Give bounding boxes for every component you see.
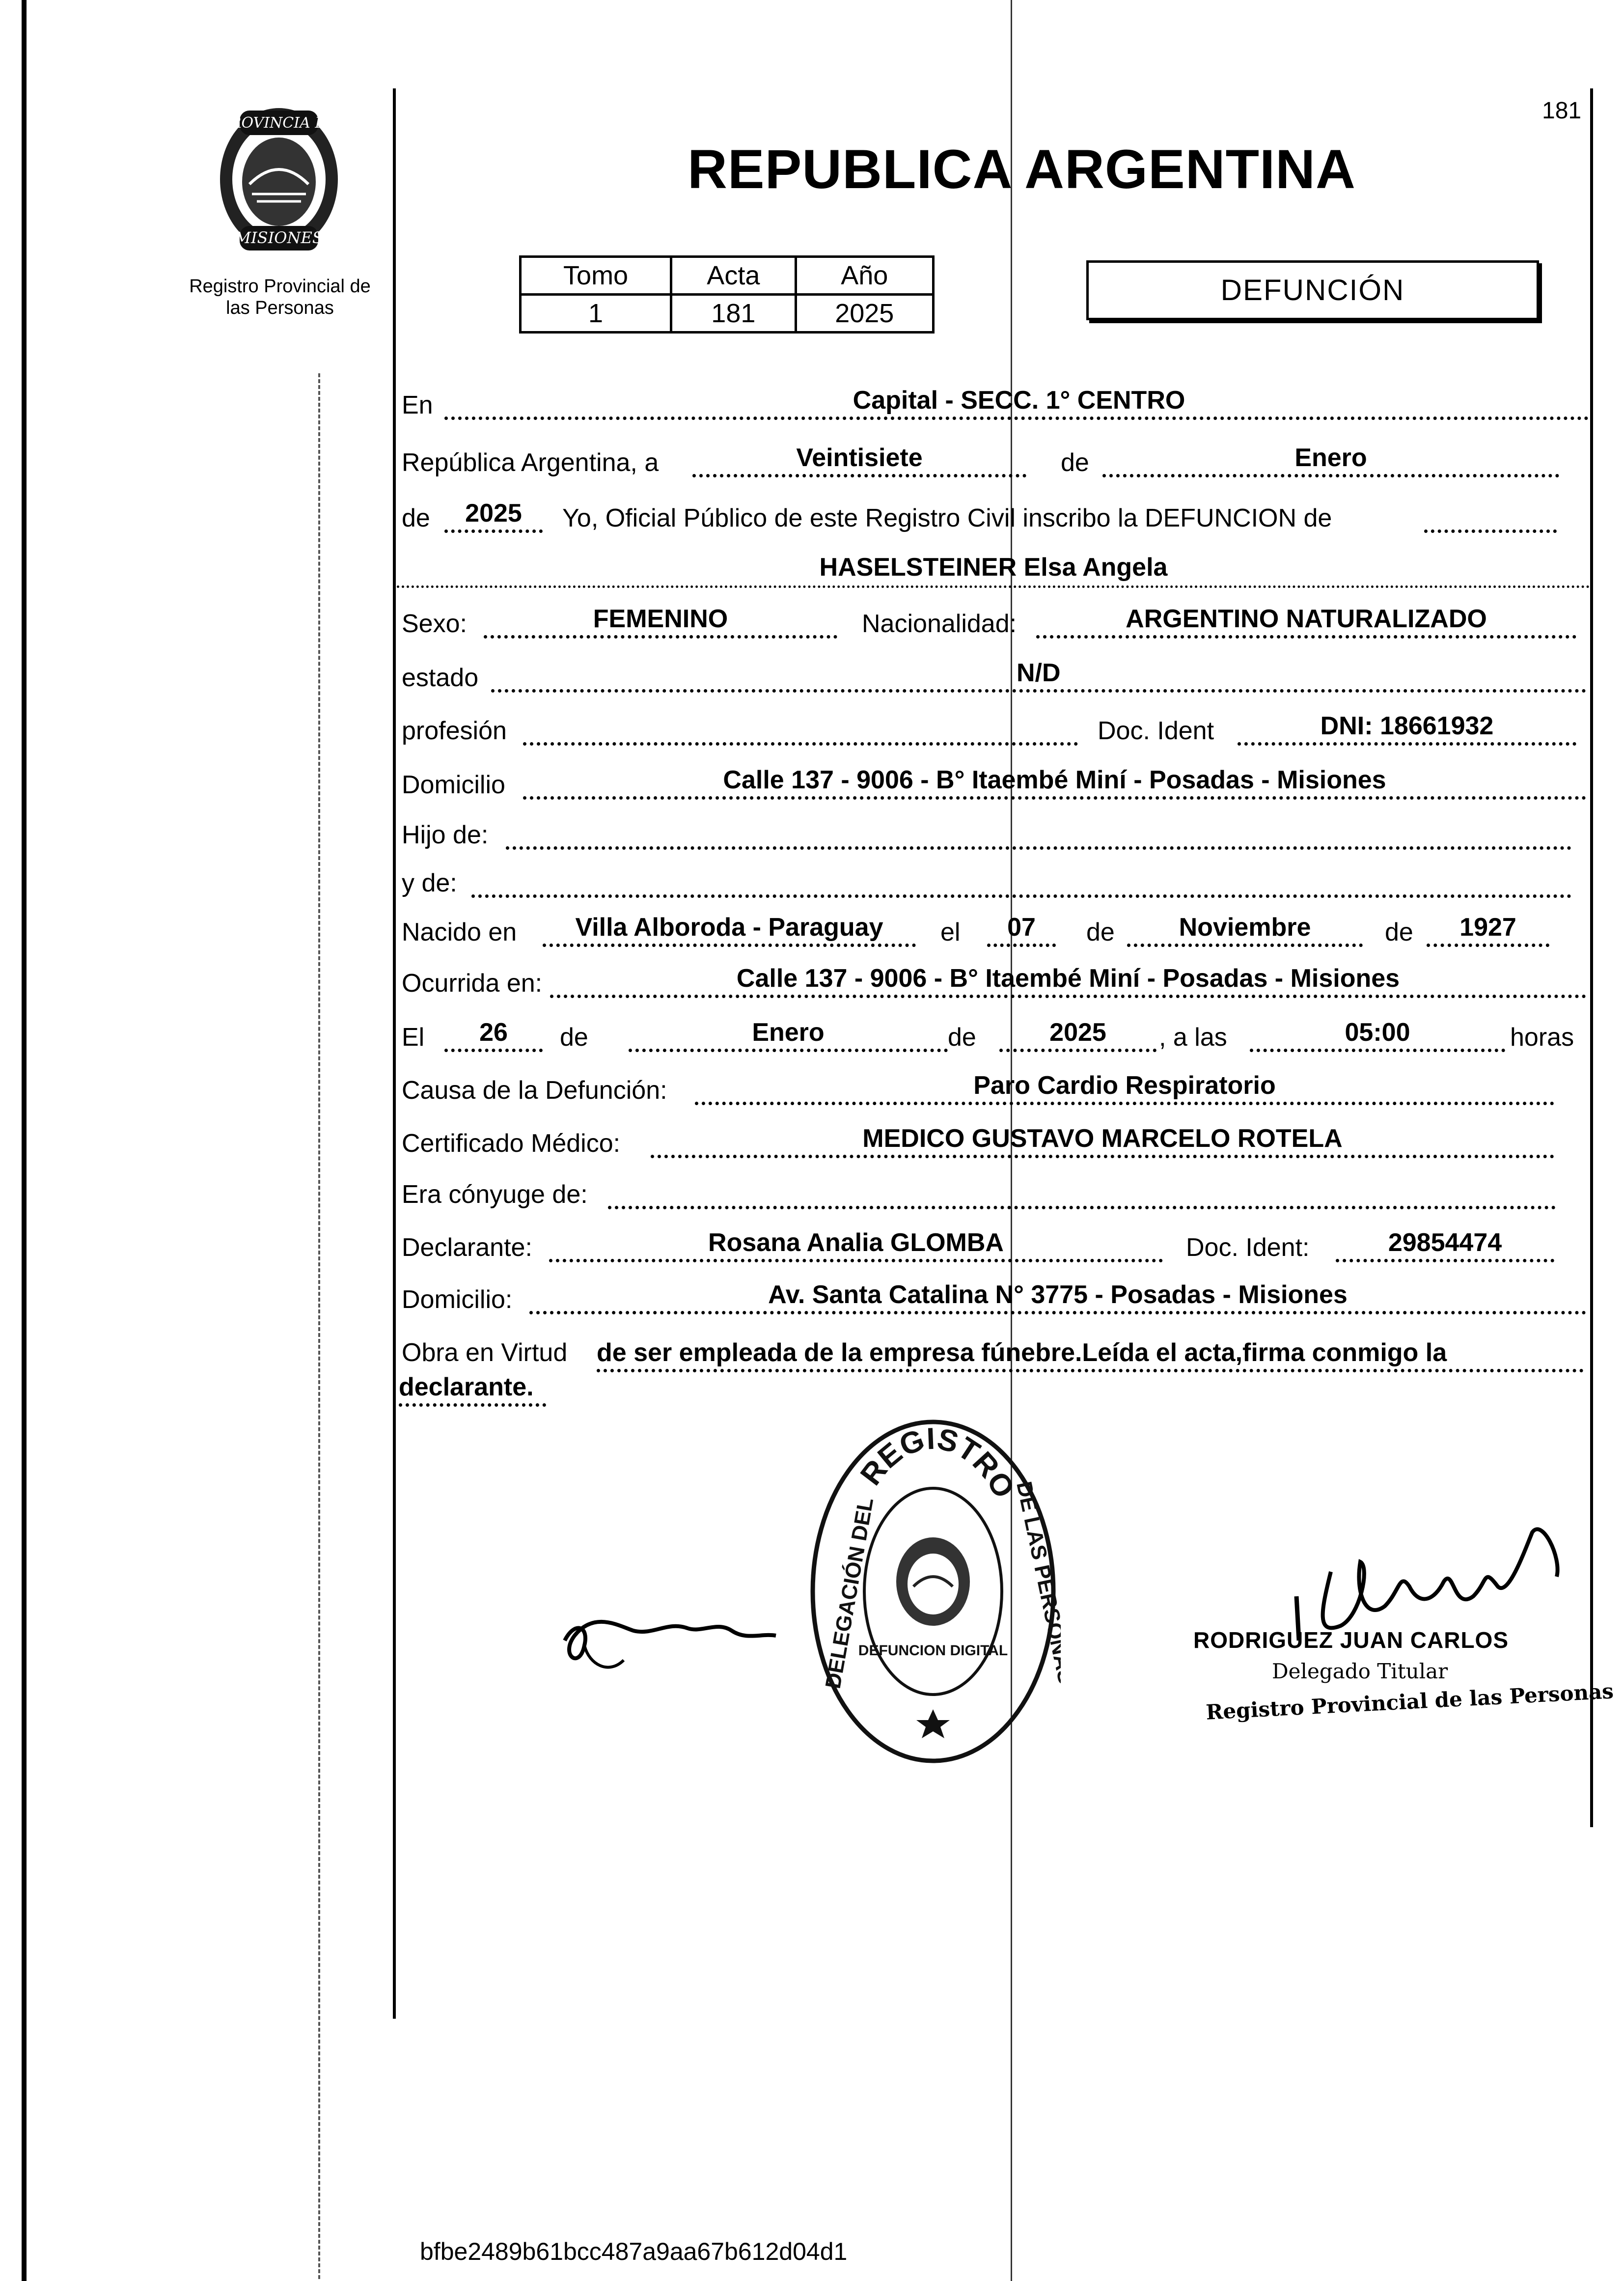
signatory-org: Registro Provincial de las Personas xyxy=(1205,1679,1614,1725)
hijo-dots xyxy=(506,846,1571,850)
signatory-name: RODRIGUEZ JUAN CARLOS xyxy=(1193,1627,1509,1653)
sexo-dots xyxy=(484,635,837,639)
el2-label: El xyxy=(402,1023,425,1052)
domicilio-label: Domicilio xyxy=(402,771,505,799)
seal-text-top: PROVINCIA DE xyxy=(220,114,338,132)
en-label: En xyxy=(402,391,433,419)
stamp-ring-icon xyxy=(805,1415,1061,1768)
domicilio-dots xyxy=(523,796,1586,800)
record-table xyxy=(519,255,935,334)
nac-anio-dots xyxy=(1427,944,1549,947)
seal-emblem-icon xyxy=(205,101,353,258)
nombre-rule xyxy=(397,585,1590,588)
sexo-value: FEMENINO xyxy=(593,605,728,633)
nacido-label: Nacido en xyxy=(402,918,517,946)
de2-label: de xyxy=(402,504,430,532)
republica-label: República Argentina, a xyxy=(402,448,659,477)
decl-domicilio-value: Av. Santa Catalina N° 3775 - Posadas - Misiones xyxy=(768,1280,1348,1309)
page-title: REPUBLICA ARGENTINA xyxy=(688,139,1356,200)
doc-value: DNI: 18661932 xyxy=(1320,712,1494,740)
obra-label: Obra en Virtud xyxy=(402,1338,568,1367)
declarante-value: Rosana Analia GLOMBA xyxy=(708,1228,1004,1257)
estado-dots xyxy=(491,689,1586,693)
left-dashed-margin xyxy=(318,373,320,2279)
margin-line-left xyxy=(393,88,396,2019)
conyuge-dots xyxy=(608,1206,1556,1209)
fall-dia-value: 26 xyxy=(479,1018,508,1047)
decl-domicilio-dots xyxy=(529,1311,1586,1314)
decl-doc-dots xyxy=(1336,1259,1554,1262)
anio-value: 2025 xyxy=(465,499,522,528)
ocurrida-label: Ocurrida en: xyxy=(402,969,543,998)
seal-text-bottom: MISIONES xyxy=(235,228,323,247)
logo-caption-1: Registro Provincial de xyxy=(189,276,371,297)
estado-label: estado xyxy=(402,664,479,692)
nac-mes-dots xyxy=(1127,944,1363,947)
de-label: de xyxy=(1061,448,1089,477)
decl-domicilio-label: Domicilio: xyxy=(402,1285,513,1314)
table-header-tomo: Tomo xyxy=(521,257,671,295)
nacido-dots xyxy=(543,944,916,947)
logo-caption-2: las Personas xyxy=(226,298,334,318)
ocurrida-value: Calle 137 - 9006 - B° Itaembé Miní - Posadas - Misiones xyxy=(736,964,1400,993)
conyuge-label: Era cónyuge de: xyxy=(402,1180,588,1209)
causa-value: Paro Cardio Respiratorio xyxy=(973,1071,1276,1100)
obra-dots-2 xyxy=(399,1403,546,1407)
causa-dots xyxy=(695,1102,1554,1105)
nac-dia-dots xyxy=(987,944,1056,947)
document-hash: bfbe2489b61bcc487a9aa67b612d04d1 xyxy=(420,2238,848,2265)
table-header-anio: Año xyxy=(796,257,933,295)
doc-label: Doc. Ident xyxy=(1098,717,1214,745)
official-stamp xyxy=(805,1415,1061,1768)
nombre-value: HASELSTEINER Elsa Angela xyxy=(819,553,1168,582)
table-value-tomo: 1 xyxy=(521,295,671,333)
inscribo-dots xyxy=(1424,529,1557,533)
nacionalidad-value: ARGENTINO NATURALIZADO xyxy=(1126,605,1487,633)
signatory-role: Delegado Titular xyxy=(1272,1659,1448,1683)
yde-dots xyxy=(471,894,1571,898)
obra-dots-1 xyxy=(597,1369,1584,1372)
fall-dia-dots xyxy=(444,1049,543,1052)
causa-label: Causa de la Defunción: xyxy=(402,1076,667,1105)
nac-de2-label: de xyxy=(1385,918,1413,946)
declarante-dots xyxy=(549,1259,1163,1262)
nac-de-label: de xyxy=(1086,918,1115,946)
domicilio-value: Calle 137 - 9006 - B° Itaembé Miní - Posadas - Misiones xyxy=(723,766,1386,794)
page-number: 181 xyxy=(1542,98,1582,124)
nac-anio-value: 1927 xyxy=(1459,913,1516,942)
fall-anio-value: 2025 xyxy=(1049,1018,1106,1047)
en-dots xyxy=(444,417,1589,420)
certificado-label: Certificado Médico: xyxy=(402,1129,621,1158)
fall-mes-value: Enero xyxy=(752,1018,825,1047)
hijo-label: Hijo de: xyxy=(402,821,489,849)
obra-value-1: de ser empleada de la empresa fúnebre.Leída el acta,firma conmigo la xyxy=(597,1338,1447,1367)
inscribo-text: Yo, Oficial Público de este Registro Civil inscribo la DEFUNCION de xyxy=(562,504,1332,532)
obra-value-2: declarante. xyxy=(399,1373,534,1401)
declarant-signature xyxy=(555,1582,781,1690)
dia-value: Veintisiete xyxy=(796,444,923,472)
stamp-ring-left: DELEGACIÓN DEL xyxy=(821,1496,879,1691)
decl-doc-value: 29854474 xyxy=(1388,1228,1502,1257)
table-header-acta: Acta xyxy=(671,257,796,295)
table-value-acta: 181 xyxy=(671,295,796,333)
horas-label: horas xyxy=(1510,1023,1574,1052)
fall-de2-label: de xyxy=(948,1023,976,1052)
signature-scribble-icon xyxy=(555,1582,781,1690)
dia-dots xyxy=(692,474,1026,477)
certificado-value: MEDICO GUSTAVO MARCELO ROTELA xyxy=(862,1124,1343,1153)
yde-label: y de: xyxy=(402,869,457,897)
declarante-label: Declarante: xyxy=(402,1233,532,1262)
doc-type-box: DEFUNCIÓN xyxy=(1086,260,1539,320)
stamp-ring-top: REGISTRO xyxy=(853,1421,1021,1504)
alas-label: , a las xyxy=(1159,1023,1227,1052)
nac-dia-value: 07 xyxy=(1007,913,1036,942)
nacionalidad-dots xyxy=(1036,635,1576,639)
nacionalidad-label: Nacionalidad: xyxy=(862,610,1017,638)
certificado-dots xyxy=(651,1155,1554,1158)
en-value: Capital - SECC. 1° CENTRO xyxy=(853,386,1185,415)
ocurrida-dots xyxy=(550,995,1586,998)
nac-mes-value: Noviembre xyxy=(1179,913,1311,942)
margin-line-right xyxy=(1590,88,1593,1827)
fall-mes-dots xyxy=(629,1049,948,1052)
stamp-ring-right: DE LAS PERSONAS xyxy=(1012,1479,1061,1687)
scan-edge-left xyxy=(22,0,27,2281)
stamp-inner-text: DEFUNCION DIGITAL xyxy=(858,1642,1008,1659)
decl-doc-label: Doc. Ident: xyxy=(1186,1233,1310,1262)
profesion-label: profesión xyxy=(402,717,507,745)
doc-dots xyxy=(1238,742,1576,746)
el-label: el xyxy=(940,918,961,946)
stamp-star-icon xyxy=(916,1709,950,1738)
hora-dots xyxy=(1250,1049,1505,1052)
provincial-seal-logo xyxy=(205,101,353,258)
nacido-value: Villa Alboroda - Paraguay xyxy=(575,913,883,942)
mes-dots xyxy=(1102,474,1559,477)
fall-de-label: de xyxy=(560,1023,588,1052)
hora-value: 05:00 xyxy=(1345,1018,1410,1047)
estado-value: N/D xyxy=(1017,659,1061,687)
fall-anio-dots xyxy=(999,1049,1156,1052)
sexo-label: Sexo: xyxy=(402,610,467,638)
profesion-dots xyxy=(523,742,1078,746)
anio-dots xyxy=(444,529,543,533)
mes-value: Enero xyxy=(1294,444,1367,472)
table-value-anio: 2025 xyxy=(796,295,933,333)
